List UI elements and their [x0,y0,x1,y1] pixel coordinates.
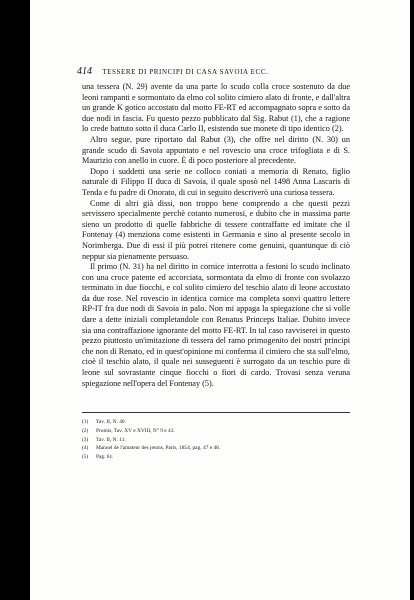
paragraph: Come di altri già dissi, non troppo bene comprendo a che questi pezzi servissero specialmente perchè cotanto numerosi, e dubito che in massima parte sieno un prodotto di quelle fabbriche di tessere contraffatte ed imitate che il Fontenay (4) menziona come esistenti in Germania e sino al presente secolo in Norimberga. Due di essi il più potrei ritenere come genuini, quantunque di ciò neppur sia pienamente persuaso. [82,198,350,261]
footnotes [82,418,350,462]
footnote [82,453,350,462]
footnote [82,427,350,436]
footnote-mark: (5) [82,454,89,461]
footnote-mark: (2) [82,427,89,434]
paragraph: una tessera (N. 29) avente da una parte lo scudo colla croce sostenuto da due leoni rampanti e sormontato da elmo col solito cimiero alato di fronte, e dall'altra un grande K gotico accostato dal motto FE-RT ed accompagnato sopra e sotto da due nodi in fascia. Fu questo pezzo pubblicato dal Sig. Rabut (1), che a ragione lo crede battuto sotto il duca Carlo II, esistendo sue monete di tipo identico (2). [82,82,350,134]
footnote [82,418,350,427]
footnote [82,444,350,453]
footnote-text: Promis, Tav. XV e XVIII, N° 9 e 43. [96,427,175,434]
body-text [82,82,350,389]
footnote-rule [82,412,350,413]
running-title: TESSERE DI PRINCIPI DI CASA SAVOIA ECC. [102,68,269,76]
footnote-text: Tav. II, N. 11. [96,436,126,443]
scan-border-right [410,0,414,600]
paragraph: Altro segue, pure riportato dal Rabut (3), che offre nel diritto (N. 30) un grande scudo di Savoia appuntato e nel rovescio una croce trifogliata e di S. Maurizio con anello in cuore. È di poco posteriore al precedente. [82,134,350,166]
paragraph: Il primo (N. 31) ha nel diritto in cornice interrotta a festoni lo scudo inclinato con una croce patente ed accorciata, sormontata da elmo di fronte con svolazzo terminato in due fiocchi, e col solito cimiero del teschio alato di leone accostato da due rose. Nel rovescio in identica cornice ma completa sonvi quattro lettere RP-IT fra due nodi di Savoia in palo. Non mi appaga la spiegazione che si volle dare a dette iniziali completandole con Renatus Princeps Italiae. Dubito invece sia una contraffazione ignorante del motto FE-RT. In tal caso ravviserei in questo pezzo piuttosto un'imitazione di tessera del ramo primogenito dei nostri principi che non di Renato, ed in quest'opinione mi conferma il cimiero che sta sull'elmo, cioè il teschio alato, il quale nei susseguenti è surrogato da un teschio pure di leone sul sovrastante cinque fiocchi o fiori di cardo. Trovasi senza veruna spiegazione nell'opera del Fontenay (5). [82,262,350,388]
footnote-mark: (4) [82,445,89,452]
footnote-text: Pag. 61. [96,454,114,461]
footnote [82,436,350,445]
page-header [77,66,347,77]
paragraph: Dopo i suddetti una serie ne colloco coniati a memoria di Renato, figlio naturale di Filippo II duca di Savoia, il quale sposò nel 1498 Anna Lascaris di Tenda e fu padre di Onorato, di cui in seguito descriverò una curiosa tessera. [82,166,350,197]
footnote-mark: (3) [82,436,89,443]
footnote-mark: (1) [82,419,89,425]
footnote-text: Tav. II, N. 40. [96,419,126,425]
page-number: 414 [77,66,92,77]
scan-border-left [0,0,30,600]
footnote-text: Manuel de l'amateur des jetons. Paris, 1854, pag. 47 e 48. [96,445,221,452]
